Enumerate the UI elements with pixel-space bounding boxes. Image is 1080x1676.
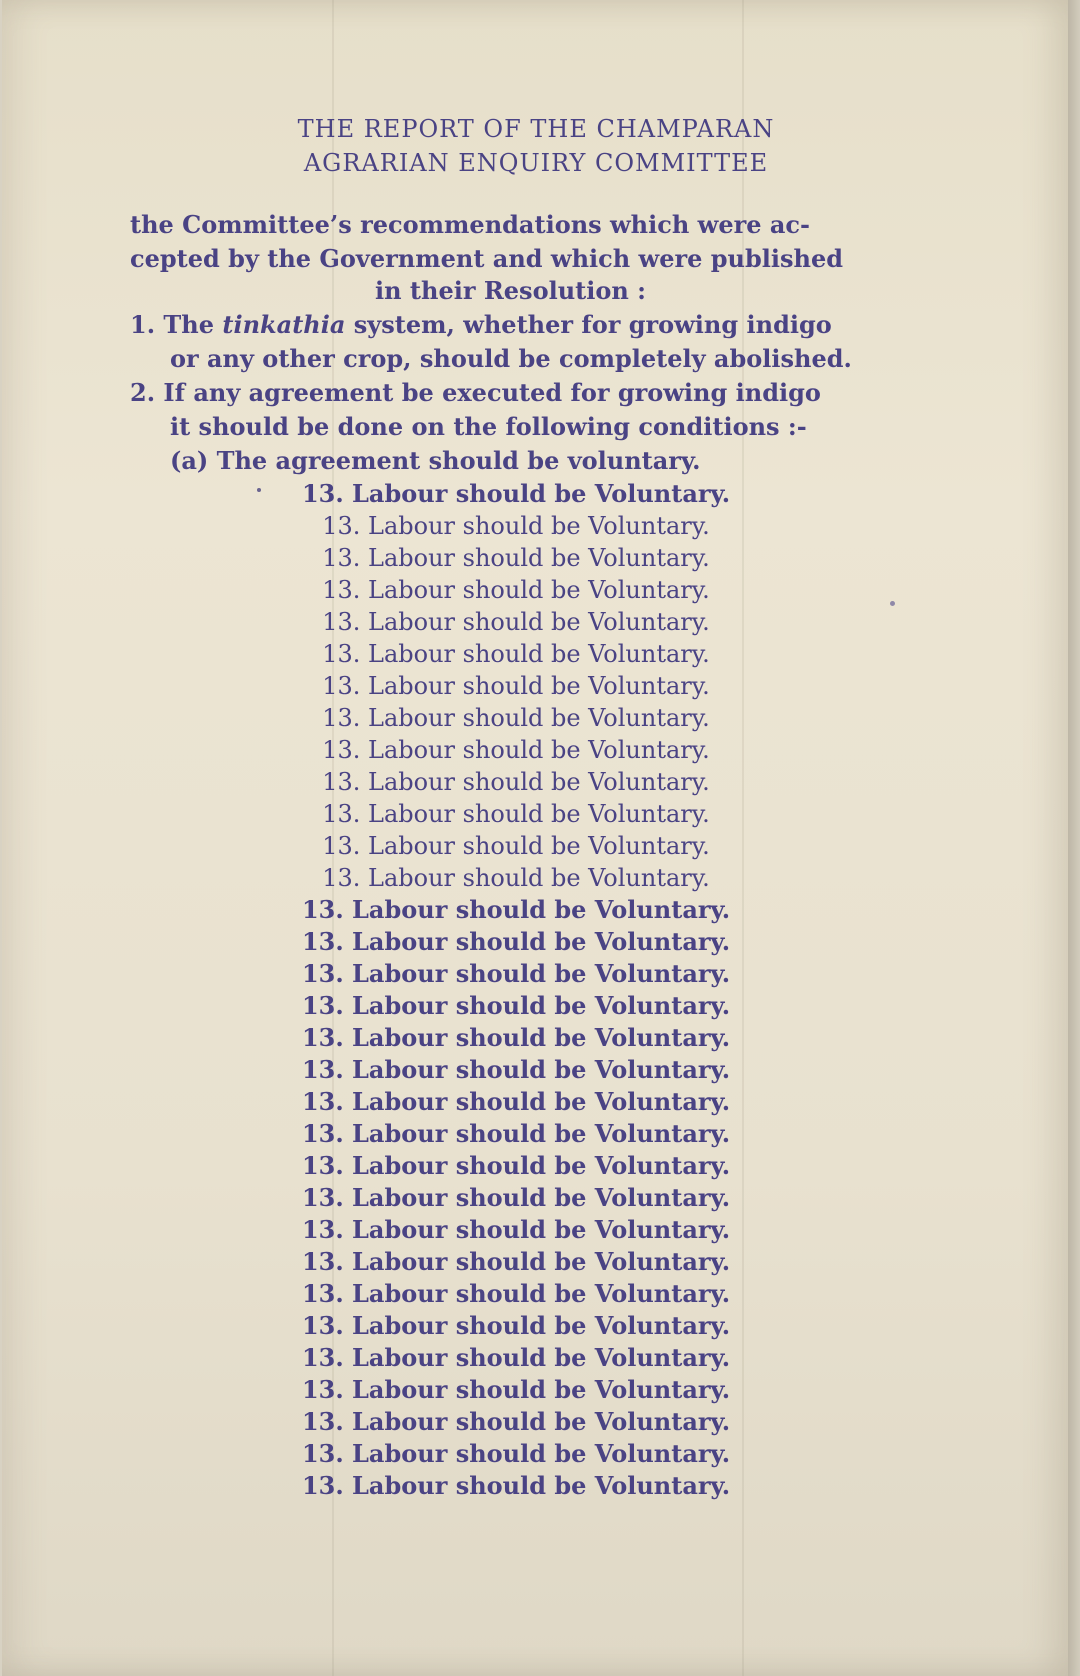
item-2-text: If any agreement be executed for growing indigo: [163, 378, 821, 407]
condition-line: 13. Labour should be Voluntary.: [301, 959, 731, 988]
condition-line: 13. Labour should be Voluntary.: [322, 640, 710, 668]
condition-line: 13. Labour should be Voluntary.: [322, 736, 710, 764]
condition-line: 13. Labour should be Voluntary.: [301, 927, 731, 956]
intro-line-1: the Committee’s recommendations which were ac-: [130, 210, 810, 239]
item-1-emphasis: tinkathia: [222, 310, 346, 339]
condition-line: 13. Labour should be Voluntary.: [301, 895, 731, 924]
condition-line: 13. Labour should be Voluntary.: [301, 1023, 731, 1052]
condition-line: 13. Labour should be Voluntary.: [322, 576, 710, 604]
item-2-line-1: [130, 378, 821, 407]
condition-line: 13. Labour should be Voluntary.: [301, 1311, 731, 1340]
item-2-number: 2.: [130, 378, 156, 407]
condition-line: 13. Labour should be Voluntary.: [322, 800, 710, 828]
condition-line: 13. Labour should be Voluntary.: [301, 1087, 731, 1116]
condition-line: 13. Labour should be Voluntary.: [322, 704, 710, 732]
condition-line: 13. Labour should be Voluntary.: [301, 1151, 731, 1180]
condition-line: 13. Labour should be Voluntary.: [322, 672, 710, 700]
heading-line-1: THE REPORT OF THE CHAMPARAN: [297, 115, 775, 143]
intro-line-2: cepted by the Government and which were published: [130, 244, 844, 273]
item-1-line-1: [130, 310, 832, 339]
condition-line: 13. Labour should be Voluntary.: [322, 608, 710, 636]
condition-line: 13. Labour should be Voluntary.: [301, 1375, 731, 1404]
condition-line: 13. Labour should be Voluntary.: [301, 1279, 731, 1308]
condition-line: 13. Labour should be Voluntary.: [301, 1183, 731, 1212]
cloth-banner: [2, 0, 1070, 1676]
item-2-line-2: it should be done on the following conditions :-: [170, 412, 807, 441]
condition-line: 13. Labour should be Voluntary.: [301, 479, 731, 508]
condition-line: 13. Labour should be Voluntary.: [301, 1055, 731, 1084]
item-2-sub-a: (a) The agreement should be voluntary.: [170, 446, 701, 475]
condition-line: 13. Labour should be Voluntary.: [322, 832, 710, 860]
condition-line: 13. Labour should be Voluntary.: [322, 768, 710, 796]
item-1-line-2: or any other crop, should be completely abolished.: [170, 344, 852, 373]
item-1-post: system, whether for growing indigo: [353, 310, 832, 339]
condition-line: 13. Labour should be Voluntary.: [322, 544, 710, 572]
wall-edge: [1068, 0, 1080, 1676]
condition-line: 13. Labour should be Voluntary.: [301, 1247, 731, 1276]
condition-line: 13. Labour should be Voluntary.: [301, 991, 731, 1020]
intro-line-3: in their Resolution :: [375, 276, 647, 305]
condition-line: 13. Labour should be Voluntary.: [322, 864, 710, 892]
item-1-pre: The: [163, 310, 214, 339]
condition-line: 13. Labour should be Voluntary.: [301, 1215, 731, 1244]
condition-list: [2, 478, 1070, 1502]
item-1-number: 1.: [130, 310, 156, 339]
heading-line-2: AGRARIAN ENQUIRY COMMITTEE: [303, 149, 769, 177]
condition-line: 13. Labour should be Voluntary.: [301, 1439, 731, 1468]
condition-line: 13. Labour should be Voluntary.: [322, 512, 710, 540]
condition-line: 13. Labour should be Voluntary.: [301, 1471, 731, 1500]
condition-line: 13. Labour should be Voluntary.: [301, 1407, 731, 1436]
condition-line: 13. Labour should be Voluntary.: [301, 1343, 731, 1372]
condition-line: 13. Labour should be Voluntary.: [301, 1119, 731, 1148]
